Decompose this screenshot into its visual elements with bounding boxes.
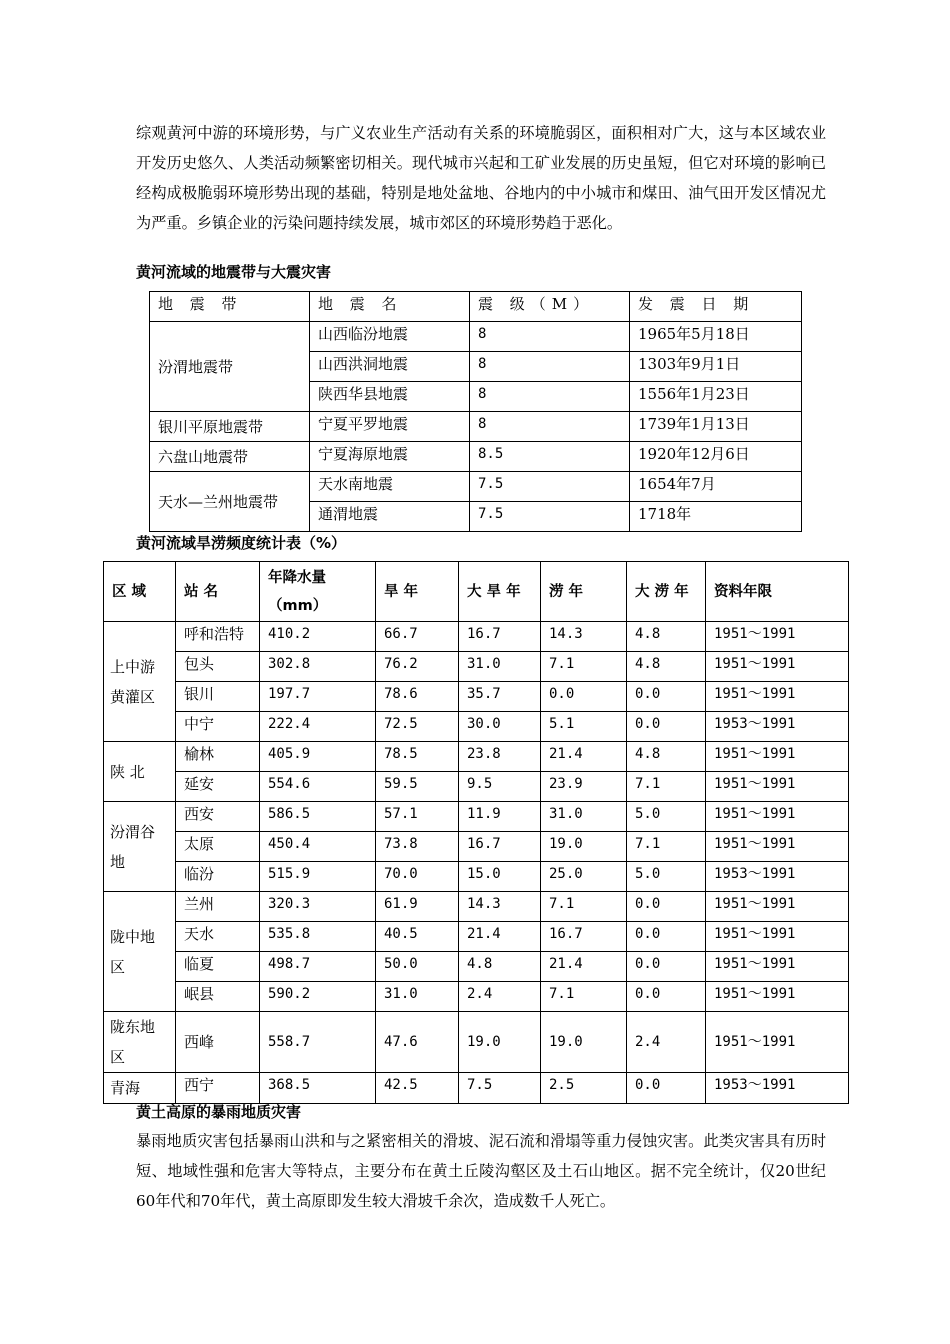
earthquake-table <box>149 291 802 532</box>
table-cell: 0.0 <box>627 1073 706 1104</box>
table-cell: 4.8 <box>627 742 706 772</box>
table-cell: 1303年9月1日 <box>630 352 802 382</box>
column-header: 震 级（M） <box>470 292 630 322</box>
table-row <box>150 442 802 472</box>
table-row <box>150 322 802 352</box>
table-cell: 558.7 <box>260 1012 376 1073</box>
table-cell: 78.6 <box>376 682 459 712</box>
table-cell: 1951～1991 <box>706 892 849 922</box>
table-row <box>104 982 849 1012</box>
column-header: 地 震 带 <box>150 292 310 322</box>
table-cell: 7.5 <box>459 1073 541 1104</box>
table-cell: 14.3 <box>541 622 627 652</box>
table-cell: 405.9 <box>260 742 376 772</box>
table-cell: 23.9 <box>541 772 627 802</box>
table-cell: 0.0 <box>627 892 706 922</box>
table-cell: 1951～1991 <box>706 682 849 712</box>
table-cell: 16.7 <box>459 832 541 862</box>
table-cell: 9.5 <box>459 772 541 802</box>
table-cell: 5.0 <box>627 802 706 832</box>
station-cell: 兰州 <box>176 892 260 922</box>
table-cell: 78.5 <box>376 742 459 772</box>
column-header: 大 旱 年 <box>459 562 541 622</box>
table-cell: 302.8 <box>260 652 376 682</box>
table-cell: 1953～1991 <box>706 1073 849 1104</box>
table-cell: 59.5 <box>376 772 459 802</box>
table-cell: 5.0 <box>627 862 706 892</box>
table-cell: 14.3 <box>459 892 541 922</box>
table-row <box>104 622 849 652</box>
table-cell: 19.0 <box>541 832 627 862</box>
table-cell: 410.2 <box>260 622 376 652</box>
table-row <box>104 1012 849 1073</box>
table-cell: 1951～1991 <box>706 652 849 682</box>
column-header: 旱 年 <box>376 562 459 622</box>
table-cell: 8.5 <box>470 442 630 472</box>
table-row <box>104 1073 849 1104</box>
region-cell: 陇中地区 <box>104 892 176 1012</box>
table-cell: 1951～1991 <box>706 1012 849 1073</box>
table-cell: 天水南地震 <box>310 472 470 502</box>
table-cell: 1951～1991 <box>706 622 849 652</box>
table-cell: 66.7 <box>376 622 459 652</box>
table-cell: 515.9 <box>260 862 376 892</box>
table-cell: 586.5 <box>260 802 376 832</box>
table-cell: 山西洪洞地震 <box>310 352 470 382</box>
table-row <box>104 712 849 742</box>
table-cell: 554.6 <box>260 772 376 802</box>
table-cell: 21.4 <box>541 742 627 772</box>
table-cell: 8 <box>470 382 630 412</box>
table-cell: 1951～1991 <box>706 832 849 862</box>
column-header: 涝 年 <box>541 562 627 622</box>
table-cell: 2.5 <box>541 1073 627 1104</box>
region-cell: 上中游黄灌区 <box>104 622 176 742</box>
table-cell: 1951～1991 <box>706 742 849 772</box>
table-cell: 7.1 <box>541 982 627 1012</box>
rain-paragraph: 暴雨地质灾害包括暴雨山洪和与之紧密相关的滑坡、泥石流和滑塌等重力侵蚀灾害。此类灾害具有历时短、地域性强和危害大等特点，主要分布在黄土丘陵沟壑区及土石山地区。据不完全统计，仅20世纪60年代和70年代，黄土高原即发生较大滑坡千余次，造成数千人死亡。 <box>136 1132 826 1210</box>
table-cell: 0.0 <box>627 712 706 742</box>
station-cell: 临夏 <box>176 952 260 982</box>
table-cell: 368.5 <box>260 1073 376 1104</box>
table-cell: 1654年7月 <box>630 472 802 502</box>
table-cell: 50.0 <box>376 952 459 982</box>
zone-cell: 六盘山地震带 <box>150 442 310 472</box>
table-cell: 16.7 <box>541 922 627 952</box>
table-cell: 73.8 <box>376 832 459 862</box>
station-cell: 包头 <box>176 652 260 682</box>
intro-paragraph: 综观黄河中游的环境形势，与广义农业生产活动有关系的环境脆弱区，面积相对广大，这与本区域农业开发历史悠久、人类活动频繁密切相关。现代城市兴起和工矿业发展的历史虽短，但它对环境的影响已经构成极脆弱环境形势出现的基础，特别是地处盆地、谷地内的中小城市和煤田、油气田开发区情况尤为严重。乡镇企业的污染问题持续发展，城市郊区的环境形势趋于恶化。 <box>136 124 826 232</box>
table-cell: 19.0 <box>459 1012 541 1073</box>
table-row <box>150 472 802 502</box>
table-cell: 61.9 <box>376 892 459 922</box>
table-cell: 35.7 <box>459 682 541 712</box>
table-cell: 1953～1991 <box>706 862 849 892</box>
station-cell: 西安 <box>176 802 260 832</box>
table-cell: 7.1 <box>541 652 627 682</box>
table-cell: 宁夏平罗地震 <box>310 412 470 442</box>
table-row <box>104 922 849 952</box>
table-cell: 1951～1991 <box>706 772 849 802</box>
table-cell: 1739年1月13日 <box>630 412 802 442</box>
table-cell: 2.4 <box>459 982 541 1012</box>
column-header: 区 域 <box>104 562 176 622</box>
station-cell: 岷县 <box>176 982 260 1012</box>
table-cell: 4.8 <box>627 652 706 682</box>
table-row <box>104 742 849 772</box>
table-row <box>104 802 849 832</box>
table-row <box>104 832 849 862</box>
table-cell: 30.0 <box>459 712 541 742</box>
table-cell: 498.7 <box>260 952 376 982</box>
table-cell: 0.0 <box>627 922 706 952</box>
column-header: 年降水量（mm） <box>260 562 376 622</box>
table-cell: 宁夏海原地震 <box>310 442 470 472</box>
table-cell: 31.0 <box>541 802 627 832</box>
table-cell: 7.1 <box>627 832 706 862</box>
zone-cell: 银川平原地震带 <box>150 412 310 442</box>
table-cell: 21.4 <box>541 952 627 982</box>
table-cell: 40.5 <box>376 922 459 952</box>
table-cell: 5.1 <box>541 712 627 742</box>
table-cell: 1951～1991 <box>706 802 849 832</box>
table-row <box>104 952 849 982</box>
station-cell: 临汾 <box>176 862 260 892</box>
table-cell: 23.8 <box>459 742 541 772</box>
zone-cell: 汾渭地震带 <box>150 322 310 412</box>
table-cell: 0.0 <box>541 682 627 712</box>
table-row <box>104 682 849 712</box>
station-cell: 西峰 <box>176 1012 260 1073</box>
table-cell: 197.7 <box>260 682 376 712</box>
table-cell: 7.1 <box>541 892 627 922</box>
table-cell: 1965年5月18日 <box>630 322 802 352</box>
station-cell: 中宁 <box>176 712 260 742</box>
table-cell: 0.0 <box>627 982 706 1012</box>
station-cell: 呼和浩特 <box>176 622 260 652</box>
table-header-row <box>104 562 849 622</box>
table-cell: 72.5 <box>376 712 459 742</box>
region-cell: 陇东地区 <box>104 1012 176 1073</box>
table-cell: 450.4 <box>260 832 376 862</box>
table-cell: 57.1 <box>376 802 459 832</box>
column-header: 站 名 <box>176 562 260 622</box>
table-cell: 7.1 <box>627 772 706 802</box>
table-cell: 1718年 <box>630 502 802 532</box>
column-header: 大 涝 年 <box>627 562 706 622</box>
zone-cell: 天水—兰州地震带 <box>150 472 310 532</box>
table-cell: 1953～1991 <box>706 712 849 742</box>
table-cell: 8 <box>470 322 630 352</box>
table-cell: 19.0 <box>541 1012 627 1073</box>
table-cell: 8 <box>470 412 630 442</box>
station-cell: 天水 <box>176 922 260 952</box>
quake-section-title: 黄河流域的地震带与大震灾害 <box>136 263 332 281</box>
region-cell: 青海 <box>104 1073 176 1104</box>
station-cell: 太原 <box>176 832 260 862</box>
rain-section-title: 黄土高原的暴雨地质灾害 <box>136 1103 302 1121</box>
table-row <box>150 412 802 442</box>
station-cell: 榆林 <box>176 742 260 772</box>
table-cell: 535.8 <box>260 922 376 952</box>
table-cell: 1951～1991 <box>706 922 849 952</box>
drought-section-title: 黄河流域旱涝频度统计表（%） <box>136 534 347 552</box>
table-cell: 1920年12月6日 <box>630 442 802 472</box>
table-cell: 42.5 <box>376 1073 459 1104</box>
table-cell: 47.6 <box>376 1012 459 1073</box>
station-cell: 银川 <box>176 682 260 712</box>
table-row <box>104 862 849 892</box>
region-cell: 汾渭谷地 <box>104 802 176 892</box>
table-cell: 76.2 <box>376 652 459 682</box>
table-cell: 2.4 <box>627 1012 706 1073</box>
station-cell: 延安 <box>176 772 260 802</box>
table-cell: 31.0 <box>459 652 541 682</box>
table-cell: 1951～1991 <box>706 982 849 1012</box>
table-cell: 4.8 <box>459 952 541 982</box>
table-cell: 31.0 <box>376 982 459 1012</box>
column-header: 发 震 日 期 <box>630 292 802 322</box>
table-cell: 15.0 <box>459 862 541 892</box>
table-cell: 山西临汾地震 <box>310 322 470 352</box>
table-cell: 通渭地震 <box>310 502 470 532</box>
column-header: 资料年限 <box>706 562 849 622</box>
table-cell: 11.9 <box>459 802 541 832</box>
table-cell: 1951～1991 <box>706 952 849 982</box>
table-cell: 21.4 <box>459 922 541 952</box>
column-header: 地 震 名 <box>310 292 470 322</box>
drought-flood-table <box>103 561 849 1104</box>
table-cell: 320.3 <box>260 892 376 922</box>
table-cell: 8 <box>470 352 630 382</box>
table-cell: 25.0 <box>541 862 627 892</box>
table-cell: 70.0 <box>376 862 459 892</box>
table-row <box>104 772 849 802</box>
table-cell: 16.7 <box>459 622 541 652</box>
table-header-row <box>150 292 802 322</box>
table-cell: 7.5 <box>470 472 630 502</box>
table-cell: 4.8 <box>627 622 706 652</box>
table-row <box>104 892 849 922</box>
table-cell: 7.5 <box>470 502 630 532</box>
table-cell: 0.0 <box>627 952 706 982</box>
table-row <box>104 652 849 682</box>
table-cell: 222.4 <box>260 712 376 742</box>
region-cell: 陕 北 <box>104 742 176 802</box>
table-cell: 陕西华县地震 <box>310 382 470 412</box>
station-cell: 西宁 <box>176 1073 260 1104</box>
table-cell: 0.0 <box>627 682 706 712</box>
table-cell: 1556年1月23日 <box>630 382 802 412</box>
table-cell: 590.2 <box>260 982 376 1012</box>
